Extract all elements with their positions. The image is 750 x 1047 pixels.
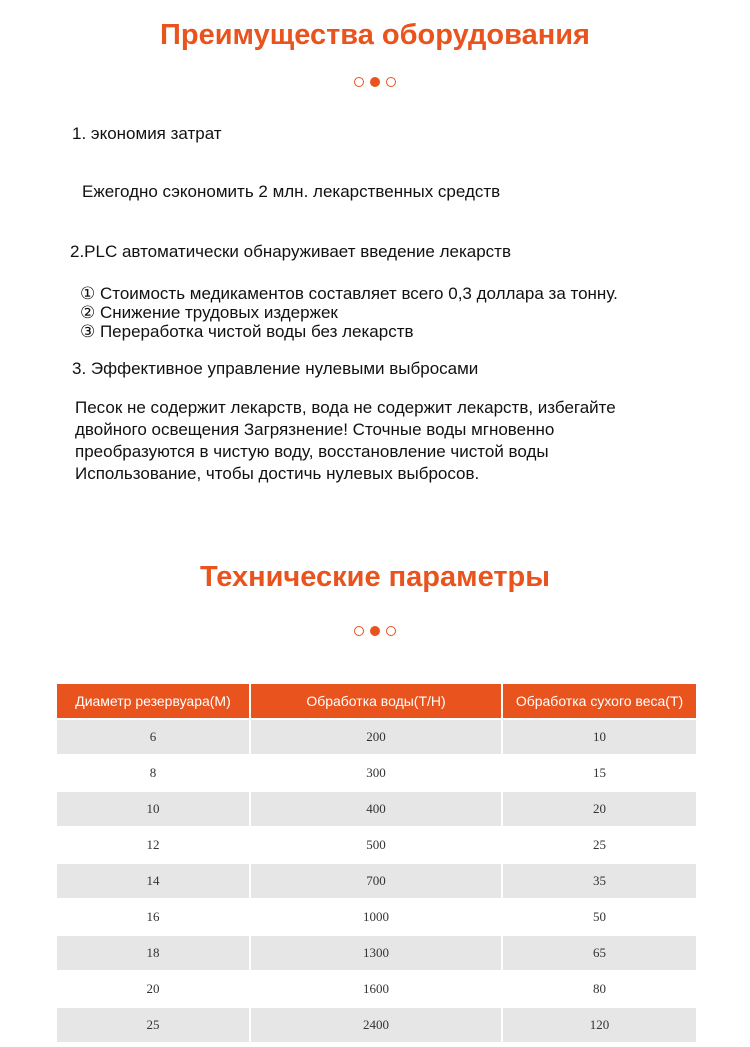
cell-dry-weight: 80 xyxy=(503,972,696,1006)
cell-water: 1300 xyxy=(251,936,501,970)
dot-icon xyxy=(386,626,396,636)
cell-diameter: 16 xyxy=(57,900,249,934)
cell-dry-weight: 65 xyxy=(503,936,696,970)
table-row xyxy=(57,720,696,754)
item1-text: Ежегодно сэкономить 2 млн. лекарственных средств xyxy=(82,182,501,201)
cell-dry-weight: 120 xyxy=(503,1008,696,1042)
cell-water: 1000 xyxy=(251,900,501,934)
cell-diameter: 14 xyxy=(57,864,249,898)
table-row xyxy=(57,972,696,1006)
dot-icon xyxy=(354,626,364,636)
dot-icon xyxy=(354,77,364,87)
item3-line-3: преобразуются в чистую воду, восстановление чистой воды xyxy=(75,442,549,461)
cell-dry-weight: 25 xyxy=(503,828,696,862)
dot-icon-active xyxy=(370,626,380,636)
table-row xyxy=(57,1008,696,1042)
item3-line-4: Использование, чтобы достичь нулевых выбросов. xyxy=(75,464,480,483)
header-dry-weight: Обработка сухого веса(T) xyxy=(503,684,696,718)
table-row xyxy=(57,864,696,898)
cell-dry-weight: 50 xyxy=(503,900,696,934)
cell-water: 500 xyxy=(251,828,501,862)
params-divider-dots xyxy=(0,624,750,638)
cell-diameter: 8 xyxy=(57,756,249,790)
item2-point-2: ② Снижение трудовых издержек xyxy=(80,303,338,322)
item3-line-1: Песок не содержит лекарств, вода не содержит лекарств, избегайте xyxy=(75,398,616,417)
cell-diameter: 18 xyxy=(57,936,249,970)
cell-dry-weight: 20 xyxy=(503,792,696,826)
header-water-processing: Обработка воды(T/H) xyxy=(251,684,501,718)
cell-water: 2400 xyxy=(251,1008,501,1042)
cell-water: 700 xyxy=(251,864,501,898)
item1-heading: 1. экономия затрат xyxy=(72,124,222,143)
cell-water: 300 xyxy=(251,756,501,790)
cell-water: 200 xyxy=(251,720,501,754)
params-table xyxy=(55,682,698,1044)
table-row xyxy=(57,792,696,826)
item3-line-2: двойного освещения Загрязнение! Сточные воды мгновенно xyxy=(75,420,555,439)
cell-water: 400 xyxy=(251,792,501,826)
cell-dry-weight: 35 xyxy=(503,864,696,898)
params-title: Технические параметры xyxy=(199,561,551,593)
table-row xyxy=(57,756,696,790)
cell-dry-weight: 15 xyxy=(503,756,696,790)
table-row xyxy=(57,936,696,970)
item3-heading: 3. Эффективное управление нулевыми выбросами xyxy=(72,359,479,378)
cell-dry-weight: 10 xyxy=(503,720,696,754)
dot-icon-active xyxy=(370,77,380,87)
header-tank-diameter: Диаметр резервуара(M) xyxy=(57,684,249,718)
table-header-row xyxy=(57,684,696,718)
cell-water: 1600 xyxy=(251,972,501,1006)
cell-diameter: 20 xyxy=(57,972,249,1006)
cell-diameter: 10 xyxy=(57,792,249,826)
cell-diameter: 25 xyxy=(57,1008,249,1042)
item2-heading: 2.PLC автоматически обнаруживает введение лекарств xyxy=(70,242,512,261)
dot-icon xyxy=(386,77,396,87)
advantages-title: Преимущества оборудования xyxy=(160,19,590,51)
advantages-divider-dots xyxy=(0,75,750,89)
item3-paragraph xyxy=(75,397,715,485)
item2-point-3: ③ Переработка чистой воды без лекарств xyxy=(80,322,414,341)
cell-diameter: 12 xyxy=(57,828,249,862)
table-row xyxy=(57,900,696,934)
table-row xyxy=(57,828,696,862)
cell-diameter: 6 xyxy=(57,720,249,754)
item2-point-1: ① Стоимость медикаментов составляет всего 0,3 доллара за тонну. xyxy=(80,284,618,303)
